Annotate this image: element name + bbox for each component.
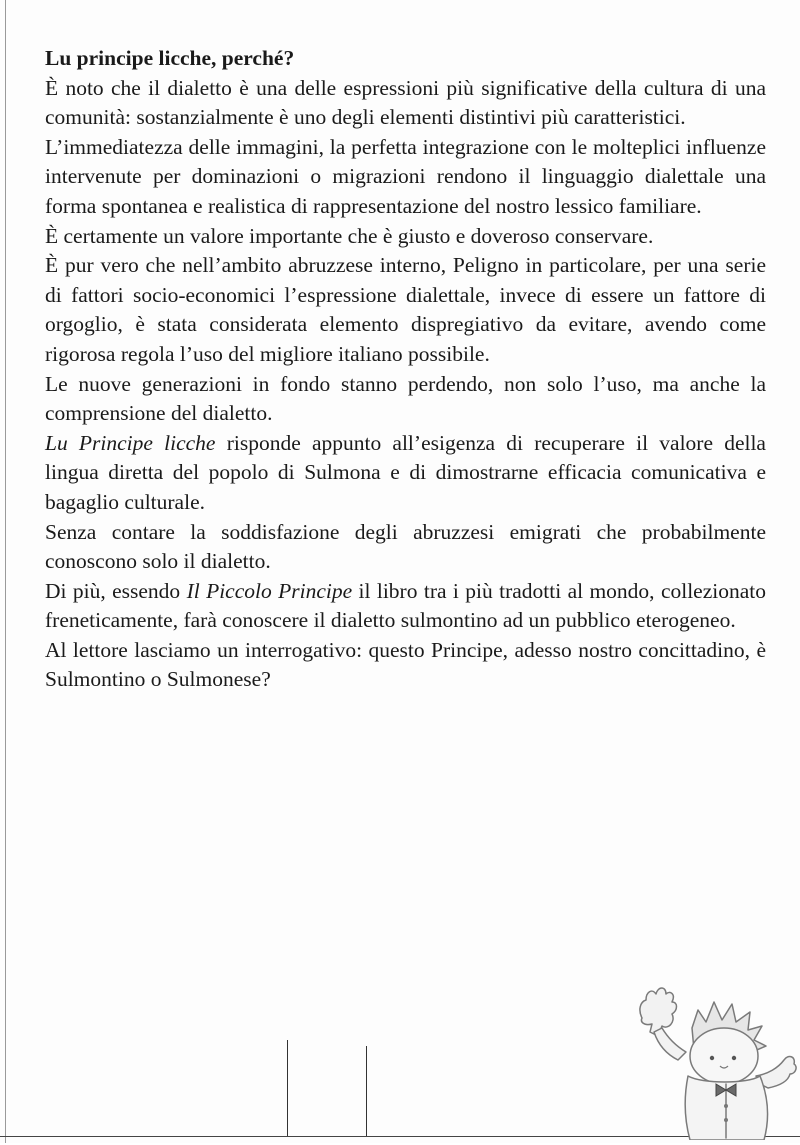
paragraph-8-prefix: Di più, essendo: [45, 578, 187, 603]
paragraph-6: [45, 429, 766, 518]
paragraph-1-text: È noto che il dialetto è una delle espressioni più significative della cultura di una comunità: sostanzialmente è uno degli elementi distintivi più caratteristici.: [45, 75, 766, 130]
paragraph-3-text: È certamente un valore importante che è giusto e doveroso conservare.: [45, 223, 654, 248]
paragraph-4: [45, 251, 766, 369]
page-title: Lu principe licche, perché?: [45, 46, 295, 70]
paragraph-7: [45, 518, 766, 577]
paragraph-1: [45, 74, 766, 133]
paragraph-2-text: L’immediatezza delle immagini, la perfetta integrazione con le molteplici influenze intervenute per dominazioni o migrazioni rendono il linguaggio dialettale una forma spontanea e realistica di rappresentazione del nostro lessico familiare.: [45, 134, 766, 218]
book-title-italian: Il Piccolo Principe: [186, 578, 353, 603]
paragraph-9-text: Al lettore lasciamo un interrogativo: questo Principe, adesso nostro concittadino, è Sulmontino o Sulmonese?: [45, 637, 766, 692]
book-title-dialect: Lu Principe licche: [45, 430, 216, 455]
paragraph-8-text: il libro tra i più tradotti al mondo, collezionato freneticamente, farà conoscere il dialetto sulmontino ad un pubblico eterogeneo.: [45, 578, 767, 633]
document-body: [45, 44, 766, 695]
page-left-edge-rule: [5, 0, 6, 1143]
paragraph-5-text: Le nuove generazioni in fondo stanno perdendo, non solo l’uso, ma anche la comprensione del dialetto.: [45, 371, 766, 426]
paragraph-2: [45, 133, 766, 222]
paragraph-6-text: risponde appunto all’esigenza di recuperare il valore della lingua diretta del popolo di Sulmona e di dimostrarne efficacia comunicativa e bagaglio culturale.: [45, 430, 766, 514]
little-prince-waving-icon: [632, 980, 800, 1140]
paragraph-7-text: Senza contare la soddisfazione degli abruzzesi emigrati che probabilmente conoscono solo il dialetto.: [45, 519, 766, 574]
paragraph-4-text: È pur vero che nell’ambito abruzzese interno, Peligno in particolare, per una serie di fattori socio-economici l’espressione dialettale, invece di essere un fattore di orgoglio, è stata considerata elemento dispregiativo da evitare, avendo come rigorosa regola l’uso del migliore italiano possibile.: [45, 253, 766, 366]
paragraph-5: [45, 370, 766, 429]
gutter-mark-left: [287, 1040, 288, 1136]
gutter-mark-right: [366, 1046, 367, 1136]
paragraph-8: [45, 577, 766, 636]
paragraph-9: [45, 636, 766, 695]
paragraph-3: [45, 222, 766, 252]
